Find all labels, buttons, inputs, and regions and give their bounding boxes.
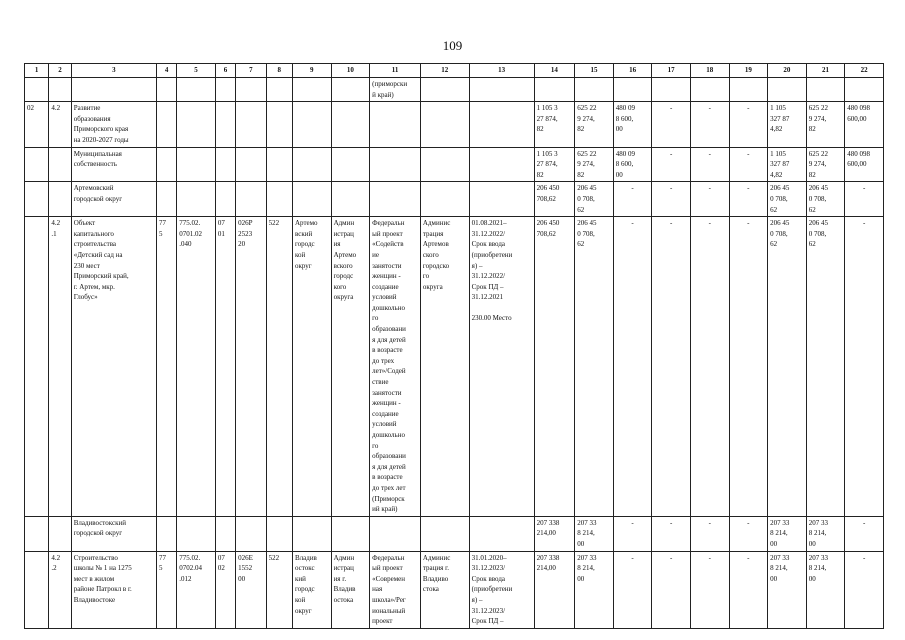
table-cell — [215, 147, 235, 182]
table-cell — [469, 147, 534, 182]
table-cell: - — [729, 147, 768, 182]
table-cell — [49, 147, 71, 182]
table-cell: 207 33 8 214, 00 — [806, 551, 845, 628]
column-number: 11 — [370, 64, 421, 78]
table-cell: - — [729, 516, 768, 551]
table-cell: 206 45 0 708, 62 — [768, 217, 807, 517]
table-cell: - — [613, 551, 652, 628]
table-cell — [420, 182, 469, 217]
table-row — [25, 217, 884, 517]
table-cell: 522 — [266, 551, 292, 628]
table-cell — [729, 78, 768, 102]
column-number: 13 — [469, 64, 534, 78]
table-cell — [215, 78, 235, 102]
table-cell: - — [652, 182, 691, 217]
table-cell — [768, 78, 807, 102]
table-cell: Федеральн ый проект «Содейств ие занятости женщин - создание условий дошкольно го образовани я для детей в возрасте до трех лет»/Содей ствие занятости женщин - создание условий дошкольно го образовани я для детей в возрасте до трех лет (Приморск ий край) — [370, 217, 421, 517]
table-cell: 207 33 8 214, 00 — [768, 516, 807, 551]
column-number: 9 — [292, 64, 331, 78]
table-cell — [266, 147, 292, 182]
table-cell — [370, 147, 421, 182]
table-cell: - — [613, 182, 652, 217]
table-cell: (приморски й край) — [370, 78, 421, 102]
table-cell: - — [652, 551, 691, 628]
table-cell: 206 45 0 708, 62 — [575, 182, 614, 217]
column-number: 15 — [575, 64, 614, 78]
table-cell: 625 22 9 274, 82 — [575, 147, 614, 182]
table-cell: 207 338 214,00 — [534, 551, 575, 628]
table-cell — [469, 102, 534, 147]
table-cell: Админис трация Артемов ского городско го округа — [420, 217, 469, 517]
table-cell — [420, 102, 469, 147]
table-cell: 01.08.2021– 31.12.2022/ Срок ввода (приобретени я) – 31.12.2022/ Срок ПД – 31.12.2021 230.00 Место — [469, 217, 534, 517]
table-cell: - — [652, 516, 691, 551]
table-cell — [25, 551, 49, 628]
table-cell: Артемовский городской округ — [71, 182, 156, 217]
table-cell: 02 — [25, 102, 49, 147]
table-cell — [845, 78, 884, 102]
table-cell — [25, 217, 49, 517]
table-cell — [575, 78, 614, 102]
table-cell — [215, 516, 235, 551]
table-cell: - — [729, 182, 768, 217]
column-number: 19 — [729, 64, 768, 78]
table-cell: - — [690, 516, 729, 551]
table-cell — [420, 516, 469, 551]
table-cell: Артемо вский городс кой округ — [292, 217, 331, 517]
table-cell — [420, 78, 469, 102]
table-cell: Объект капитального строительства «Детский сад на 230 мест Приморский край, г. Артем, мкр. Глобус» — [71, 217, 156, 517]
table-row — [25, 102, 884, 147]
column-number: 17 — [652, 64, 691, 78]
table-cell — [266, 182, 292, 217]
table-cell: 31.01.2020– 31.12.2023/ Срок ввода (приобретени я) – 31.12.2023/ Срок ПД – — [469, 551, 534, 628]
column-number: 7 — [236, 64, 266, 78]
table-cell: 77 5 — [156, 217, 176, 517]
table-cell — [215, 102, 235, 147]
table-cell — [49, 78, 71, 102]
table-cell: 480 098 600,00 — [845, 102, 884, 147]
page-number: 109 — [442, 38, 463, 53]
column-number: 14 — [534, 64, 575, 78]
table-cell: 206 45 0 708, 62 — [768, 182, 807, 217]
table-cell — [690, 78, 729, 102]
table-cell: 207 33 8 214, 00 — [575, 516, 614, 551]
table-cell — [215, 182, 235, 217]
table-cell — [292, 78, 331, 102]
table-cell: 480 098 600,00 — [845, 147, 884, 182]
table-cell — [156, 516, 176, 551]
column-number: 21 — [806, 64, 845, 78]
table-cell — [469, 516, 534, 551]
table-cell: - — [690, 102, 729, 147]
table-cell: - — [729, 102, 768, 147]
table-cell: 07 01 — [215, 217, 235, 517]
table-cell: 4.2 .1 — [49, 217, 71, 517]
table-cell — [266, 78, 292, 102]
table-cell — [236, 516, 266, 551]
table-cell: - — [729, 551, 768, 628]
table-cell — [236, 102, 266, 147]
column-number: 10 — [331, 64, 370, 78]
table-cell: - — [652, 102, 691, 147]
table-cell: Админ истрац ия Артемо вского городс кого округа — [331, 217, 370, 517]
table-row — [25, 516, 884, 551]
table-row — [25, 551, 884, 628]
table-cell: Админис трация г. Владиво стока — [420, 551, 469, 628]
table-cell: 207 338 214,00 — [534, 516, 575, 551]
table-cell: Муниципальная собственность — [71, 147, 156, 182]
table-cell — [370, 516, 421, 551]
column-number: 5 — [177, 64, 216, 78]
table-cell — [177, 102, 216, 147]
table-cell — [236, 182, 266, 217]
table-cell — [331, 78, 370, 102]
table-cell: 1 105 327 87 4,82 — [768, 102, 807, 147]
column-number: 20 — [768, 64, 807, 78]
table-cell: Админ истрац ия г. Владив остока — [331, 551, 370, 628]
table-cell — [292, 102, 331, 147]
table-cell: 625 22 9 274, 82 — [806, 147, 845, 182]
table-cell — [652, 78, 691, 102]
table-cell: - — [652, 147, 691, 182]
table-cell — [331, 102, 370, 147]
table-row — [25, 182, 884, 217]
table-cell: - — [613, 217, 652, 517]
table-cell — [25, 147, 49, 182]
table-cell: 207 33 8 214, 00 — [768, 551, 807, 628]
column-number: 3 — [71, 64, 156, 78]
table-cell — [236, 78, 266, 102]
table-cell: 207 33 8 214, 00 — [575, 551, 614, 628]
table-cell — [177, 78, 216, 102]
table-cell: 775.02. 0701.02 .040 — [177, 217, 216, 517]
table-cell — [266, 516, 292, 551]
table-cell — [331, 147, 370, 182]
table-cell — [370, 102, 421, 147]
table-cell: Развитие образования Приморского края на 2020-2027 годы — [71, 102, 156, 147]
table-cell: 206 450 708,62 — [534, 217, 575, 517]
table-cell: - — [845, 182, 884, 217]
table-cell — [156, 102, 176, 147]
table-cell: - — [690, 182, 729, 217]
table-cell: 07 02 — [215, 551, 235, 628]
column-number: 16 — [613, 64, 652, 78]
table-cell: 4.2 .2 — [49, 551, 71, 628]
table-cell: Федеральн ый проект «Современ ная школа»/Рег иональный проект — [370, 551, 421, 628]
budget-table — [24, 63, 884, 629]
table-cell — [25, 516, 49, 551]
table-cell: - — [845, 217, 884, 517]
table-cell: 1 105 3 27 874, 82 — [534, 102, 575, 147]
table-cell: - — [690, 217, 729, 517]
table-cell: - — [845, 551, 884, 628]
table-cell — [236, 147, 266, 182]
column-number: 8 — [266, 64, 292, 78]
table-cell — [292, 182, 331, 217]
table-cell: 480 09 8 600, 00 — [613, 102, 652, 147]
table-cell: 207 33 8 214, 00 — [806, 516, 845, 551]
table-cell: 775.02. 0702.04 .012 — [177, 551, 216, 628]
table-cell: 77 5 — [156, 551, 176, 628]
table-cell: Владив остокс кий городс кой округ — [292, 551, 331, 628]
column-number: 2 — [49, 64, 71, 78]
table-cell: - — [690, 147, 729, 182]
table-cell — [156, 147, 176, 182]
table-cell: 4.2 — [49, 102, 71, 147]
table-cell: 625 22 9 274, 82 — [806, 102, 845, 147]
table-cell — [331, 516, 370, 551]
table-cell: - — [652, 217, 691, 517]
table-cell: 522 — [266, 217, 292, 517]
table-cell: 206 45 0 708, 62 — [806, 217, 845, 517]
table-cell — [266, 102, 292, 147]
table-cell: 1 105 3 27 874, 82 — [534, 147, 575, 182]
table-cell — [534, 78, 575, 102]
table-cell — [25, 78, 49, 102]
column-number: 22 — [845, 64, 884, 78]
table-cell — [806, 78, 845, 102]
table-cell: - — [690, 551, 729, 628]
table-cell — [49, 182, 71, 217]
column-number: 6 — [215, 64, 235, 78]
table-cell — [25, 182, 49, 217]
column-number: 18 — [690, 64, 729, 78]
table-cell: 026Е 1552 00 — [236, 551, 266, 628]
table-cell — [613, 78, 652, 102]
table-cell — [177, 516, 216, 551]
table-cell: 026Р 2523 20 — [236, 217, 266, 517]
table-header-row — [25, 64, 884, 78]
table-cell — [370, 182, 421, 217]
table-cell — [469, 182, 534, 217]
table-cell: Владивостокский городской округ — [71, 516, 156, 551]
table-cell: 206 45 0 708, 62 — [806, 182, 845, 217]
table-cell — [331, 182, 370, 217]
table-cell: - — [613, 516, 652, 551]
table-cell: Строительство школы № 1 на 1275 мест в жилом районе Патрокл в г. Владивостоке — [71, 551, 156, 628]
table-cell: - — [845, 516, 884, 551]
table-cell — [420, 147, 469, 182]
table-cell: 625 22 9 274, 82 — [575, 102, 614, 147]
table-row — [25, 147, 884, 182]
table-cell: 206 450 708,62 — [534, 182, 575, 217]
table-cell: 206 45 0 708, 62 — [575, 217, 614, 517]
table-cell — [292, 516, 331, 551]
table-cell — [177, 182, 216, 217]
table-cell — [156, 78, 176, 102]
column-number: 12 — [420, 64, 469, 78]
table-cell — [292, 147, 331, 182]
table-cell: 480 09 8 600, 00 — [613, 147, 652, 182]
table-cell — [177, 147, 216, 182]
table-row — [25, 78, 884, 102]
table-cell — [71, 78, 156, 102]
table-cell: 1 105 327 87 4,82 — [768, 147, 807, 182]
table-cell — [49, 516, 71, 551]
table-cell — [469, 78, 534, 102]
table-cell: - — [729, 217, 768, 517]
column-number: 4 — [156, 64, 176, 78]
table-cell — [156, 182, 176, 217]
column-number: 1 — [25, 64, 49, 78]
